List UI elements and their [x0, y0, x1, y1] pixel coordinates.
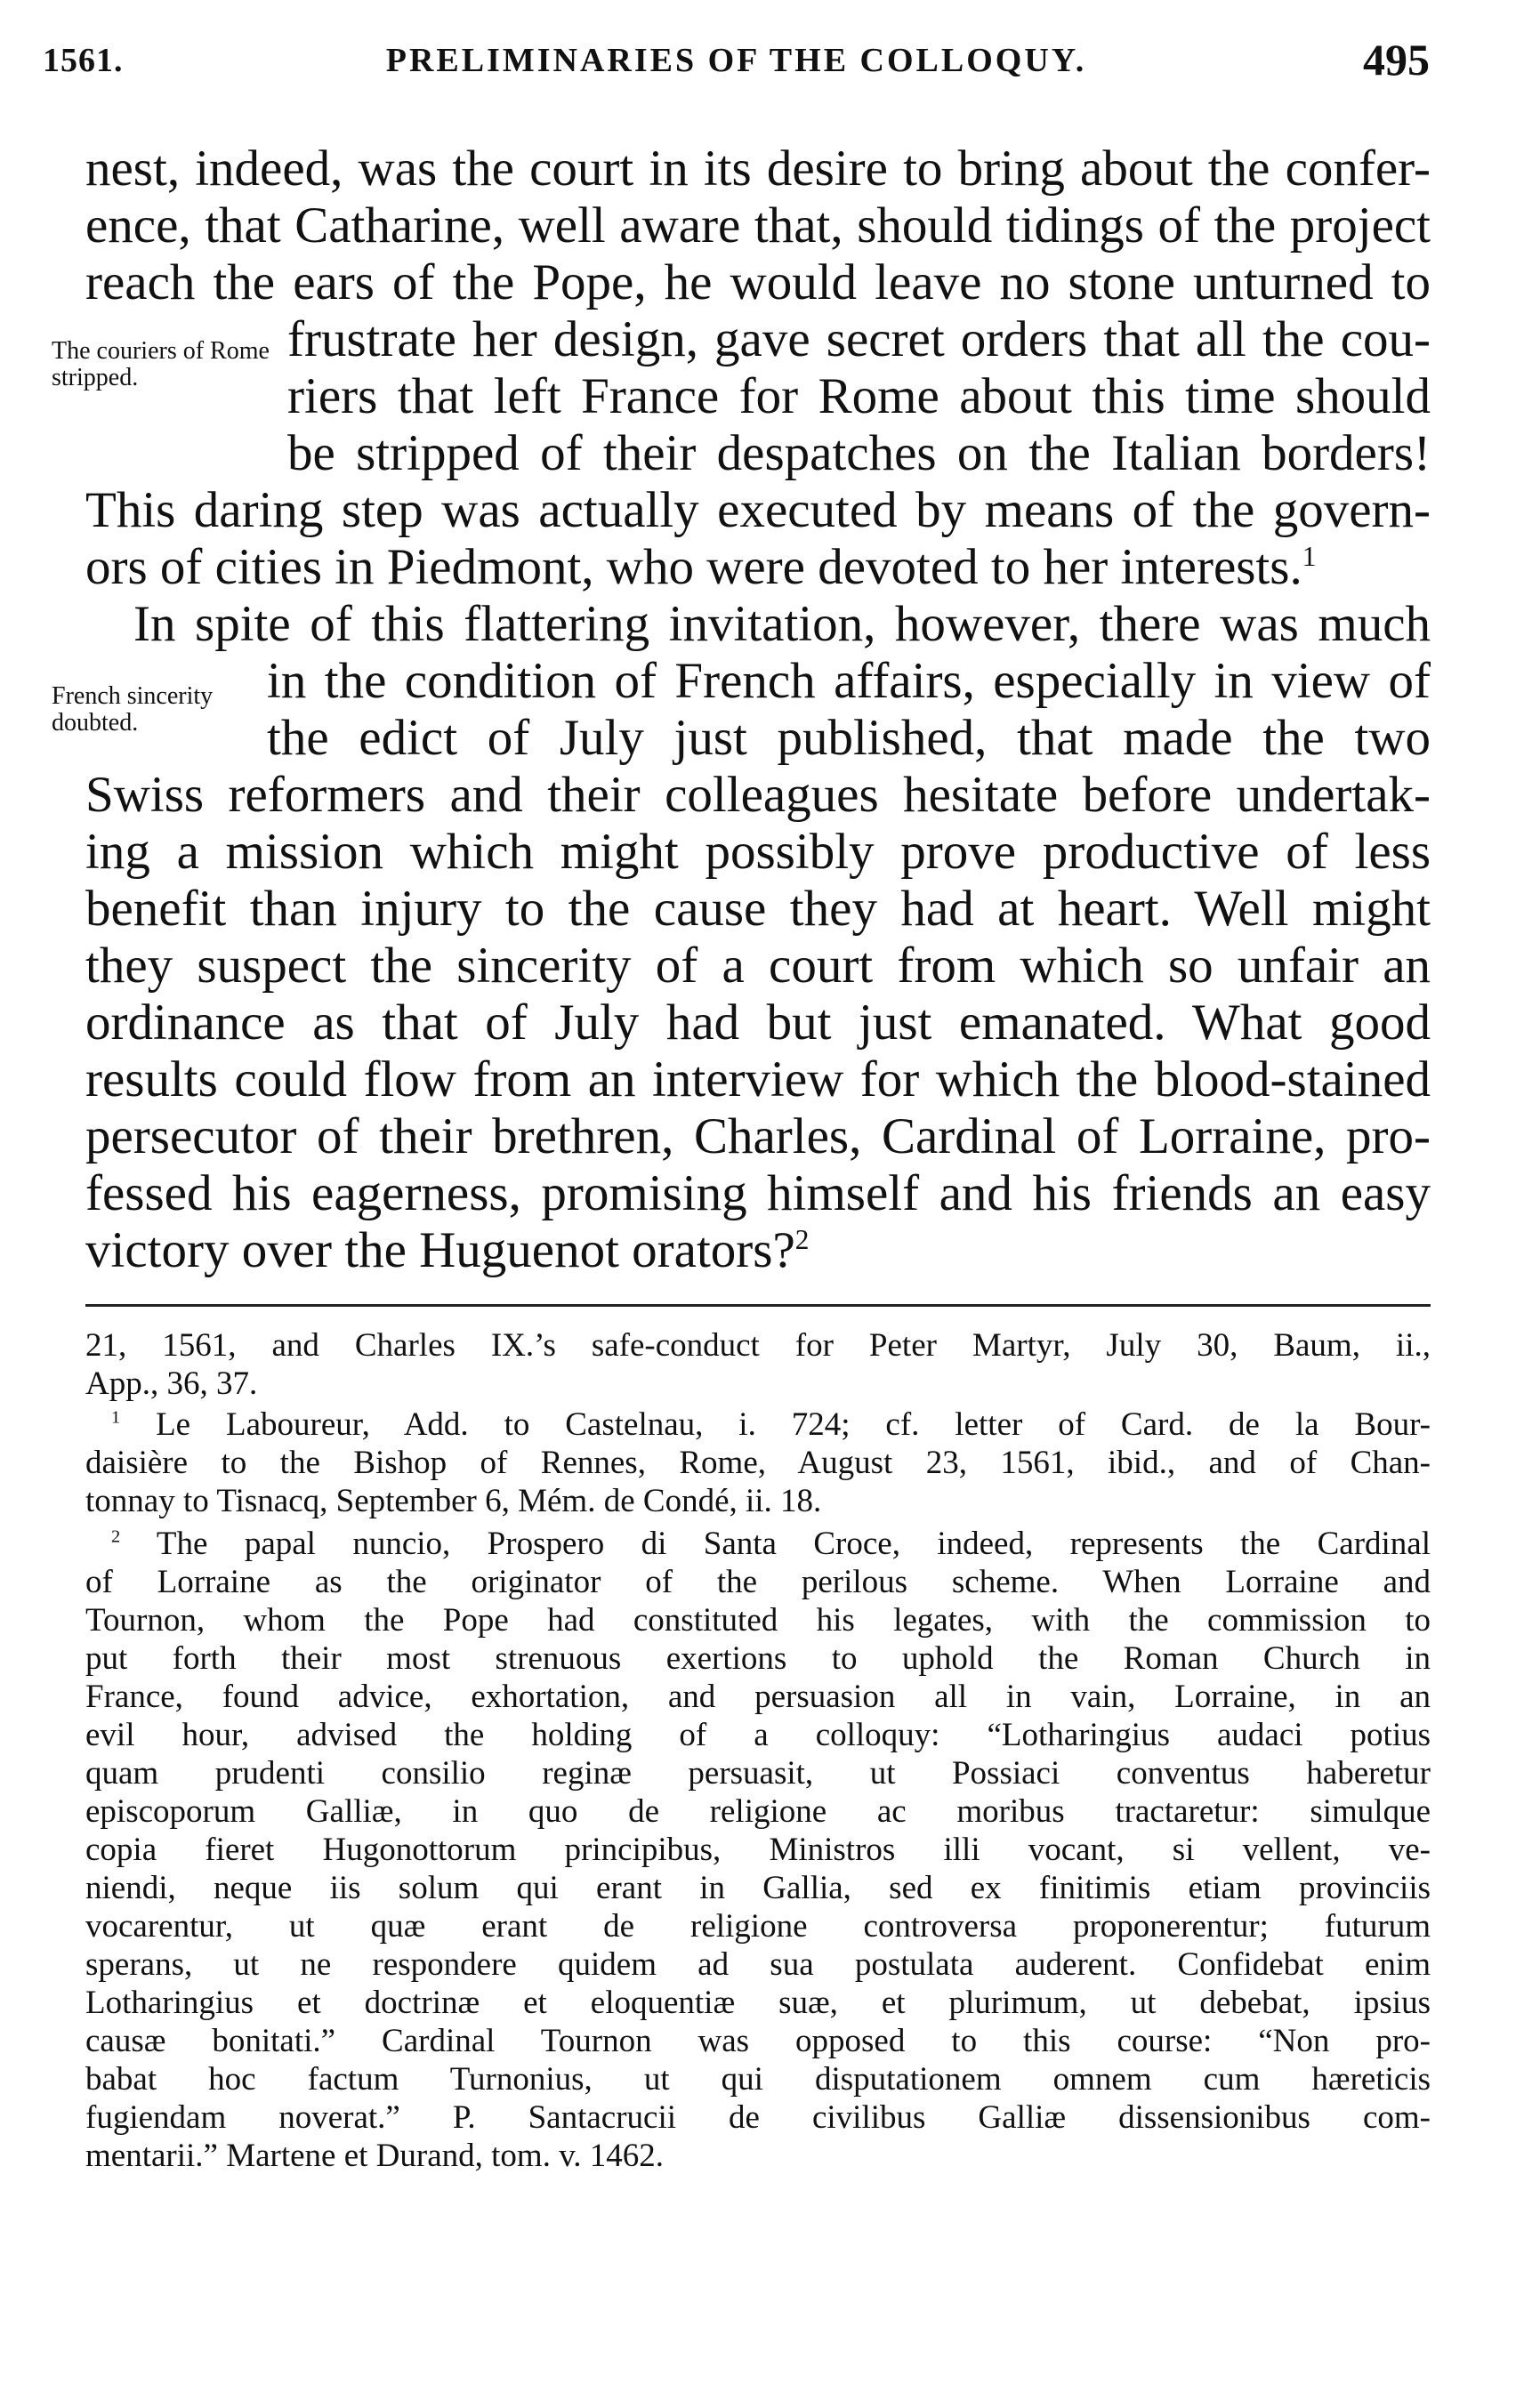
body-line: reach the ears of the Pope, he would leave no stone unturned to [85, 254, 1431, 310]
body-line: fessed his eagerness, promising himself and his friends an easy [85, 1165, 1431, 1221]
body-line: in the condition of French affairs, especially in view of [267, 653, 1431, 709]
body-line: This daring step was actually executed by means of the govern- [85, 482, 1431, 538]
footnote-text: The papal nuncio, Prospero di Santa Croce, indeed, represents the Cardinal [156, 1526, 1431, 1562]
footnote-line: 21, 1561, and Charles IX.’s safe-conduct for Peter Martyr, July 30, Baum, ii., [85, 1327, 1431, 1364]
footnote-divider [85, 1304, 1431, 1307]
footnote-line: mentarii.” Martene et Durand, tom. v. 1462. [85, 2138, 665, 2174]
body-line-text: ors of cities in Piedmont, who were devoted to her interests. [85, 539, 1302, 595]
body-line: Swiss reformers and their colleagues hesitate before undertak- [85, 767, 1431, 823]
footnote-line: episcoporum Galliæ, in quo de religione ac moribus tractaretur: simulque [85, 1793, 1431, 1830]
footnote-line: causæ bonitati.” Cardinal Tournon was opposed to this course: “Non pro- [85, 2023, 1431, 2059]
body-line-text: victory over the Huguenot orators? [85, 1222, 795, 1278]
body-line: benefit than injury to the cause they had at heart. Well might [85, 881, 1431, 937]
footnote-line: App., 36, 37. [85, 1365, 258, 1402]
body-line: the edict of July just published, that made the two [267, 710, 1431, 766]
footnote-line: quam prudenti consilio reginæ persuasit, ut Possiaci conventus haberetur [85, 1755, 1431, 1792]
footnote-ref-1: 1 [1302, 541, 1317, 572]
footnote-text: Le Laboureur, Add. to Castelnau, i. 724; cf. letter of Card. de la Bour- [156, 1406, 1431, 1443]
footnote-line: vocarentur, ut quæ erant de religione controversa proponerentur; futurum [85, 1908, 1431, 1945]
footnote-mark-1: 1 [111, 1407, 121, 1428]
body-line: In spite of this flattering invitation, however, there was much [133, 596, 1431, 652]
footnote-line: daisière to the Bishop of Rennes, Rome, August 23, 1561, ibid., and of Chan- [85, 1445, 1431, 1481]
footnote-line: evil hour, advised the holding of a colloquy: “Lotharingius audaci potius [85, 1717, 1431, 1753]
footnote-line: of Lorraine as the originator of the perilous scheme. When Lorraine and [85, 1564, 1431, 1600]
body-line: persecutor of their brethren, Charles, Cardinal of Lorraine, pro- [85, 1108, 1431, 1164]
footnote-2-line [111, 1526, 1431, 1562]
footnote-line: Lotharingius et doctrinæ et eloquentiæ suæ, et plurimum, ut debebat, ipsius [85, 1985, 1431, 2021]
body-line-last [85, 539, 1431, 596]
footnote-line: fugiendam noverat.” P. Santacrucii de civilibus Galliæ dissensionibus com- [85, 2099, 1431, 2136]
header-title: PRELIMINARIES OF THE COLLOQUY. [385, 42, 1087, 79]
footnote-line: France, found advice, exhortation, and persuasion all in vain, Lorraine, in an [85, 1679, 1431, 1715]
footnote-line: niendi, neque iis solum qui erant in Gallia, sed ex finitimis etiam provinciis [85, 1870, 1431, 1906]
page-number: 495 [1363, 35, 1430, 85]
footnote-line: copia fieret Hugonottorum principibus, Ministros illi vocant, si vellent, ve- [85, 1832, 1431, 1868]
body-line: results could flow from an interview for which the blood-stained [85, 1051, 1431, 1107]
body-line: ence, that Catharine, well aware that, should tidings of the project [85, 197, 1431, 254]
marginal-note-couriers: The couriers of Rome stripped. [52, 337, 270, 391]
running-header [43, 34, 1430, 87]
footnote-line: put forth their most strenuous exertions to uphold the Roman Church in [85, 1640, 1431, 1677]
marginal-note-sincerity: French sincerity doubted. [52, 682, 214, 737]
footnote-1-line [111, 1407, 1431, 1443]
footnote-mark-2: 2 [111, 1526, 121, 1547]
footnote-line: babat hoc factum Turnonius, ut qui disputationem omnem cum hæreticis [85, 2061, 1431, 2098]
body-line: riers that left France for Rome about this time should [287, 368, 1431, 424]
body-line: nest, indeed, was the court in its desire to bring about the confer- [85, 141, 1431, 197]
header-year: 1561. [43, 42, 124, 79]
body-line: ing a mission which might possibly prove productive of less [85, 824, 1431, 880]
body-line: they suspect the sincerity of a court from which so unfair an [85, 938, 1431, 994]
body-line: ordinance as that of July had but just emanated. What good [85, 995, 1431, 1051]
body-line: be stripped of their despatches on the Italian borders! [287, 425, 1431, 481]
footnote-line: sperans, ut ne respondere quidem ad sua postulata auderent. Confidebat enim [85, 1946, 1431, 1983]
footnote-ref-2: 2 [794, 1224, 810, 1255]
body-line-last [85, 1222, 1431, 1279]
footnote-line: Tournon, whom the Pope had constituted his legates, with the commission to [85, 1602, 1431, 1639]
body-line: frustrate her design, gave secret orders that all the cou- [287, 311, 1431, 367]
footnote-line: tonnay to Tisnacq, September 6, Mém. de Condé, ii. 18. [85, 1483, 822, 1519]
